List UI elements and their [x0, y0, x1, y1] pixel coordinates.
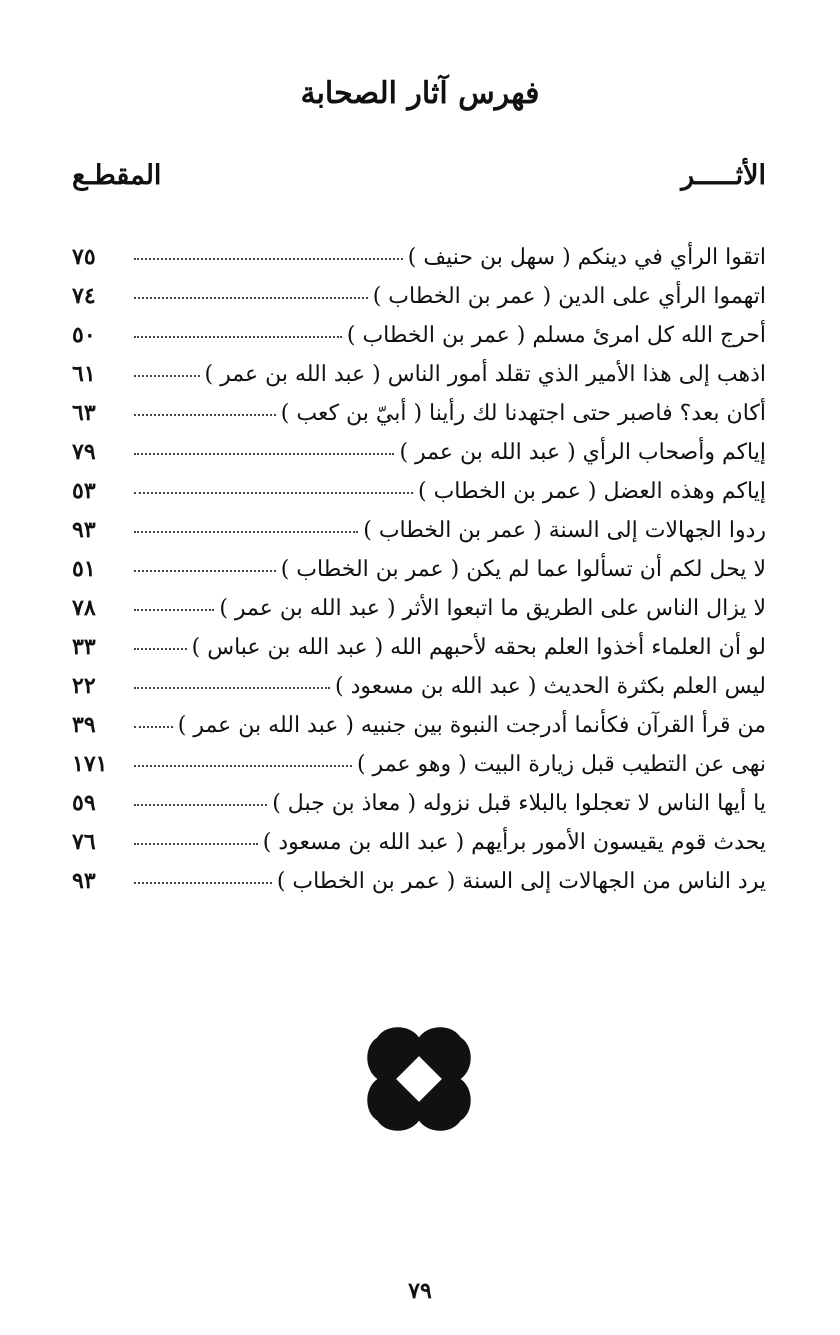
entry-page-number: ٥٩ [72, 790, 96, 816]
entry-text: نهى عن التطيب قبل زيارة البيت ( وهو عمر ) [356, 752, 766, 777]
column-header-maqta: المقطـع [72, 160, 162, 191]
index-entry [72, 472, 766, 511]
entry-text: من قرأ القرآن فكأنما أدرجت النبوة بين جنبيه ( عبد الله بن عمر ) [177, 713, 766, 738]
index-entry [72, 862, 766, 901]
dot-leader [134, 531, 358, 533]
entry-text: إياكم وهذه العضل ( عمر بن الخطاب ) [418, 479, 766, 504]
dot-leader [134, 492, 413, 494]
dot-leader [134, 882, 272, 884]
dot-leader [134, 258, 403, 260]
entry-text: لو أن العلماء أخذوا العلم بحقه لأحبهم الله ( عبد الله بن عباس ) [191, 635, 766, 660]
entry-page-number: ٥١ [72, 556, 96, 582]
index-entry [72, 238, 766, 277]
index-entry [72, 628, 766, 667]
entry-page-number: ٧٥ [72, 244, 96, 270]
entry-text: اتقوا الرأي في دينكم ( سهل بن حنيف ) [407, 245, 766, 270]
entry-text: ردوا الجهالات إلى السنة ( عمر بن الخطاب ) [363, 518, 766, 543]
entry-text: أحرج الله كل امرئ مسلم ( عمر بن الخطاب ) [346, 323, 766, 348]
four-petal-ornament-icon [367, 1027, 471, 1131]
entry-page-number: ٦١ [72, 361, 96, 387]
page-number: ٧٩ [408, 1278, 432, 1304]
dot-leader [134, 687, 330, 689]
page-title: فهرس آثار الصحابة [300, 76, 540, 111]
index-entry [72, 706, 766, 745]
entry-page-number: ٧٦ [72, 829, 96, 855]
entry-text: يا أيها الناس لا تعجلوا بالبلاء قبل نزوله ( معاذ بن جبل ) [272, 791, 766, 816]
entry-text: لا يزال الناس على الطريق ما اتبعوا الأثر ( عبد الله بن عمر ) [219, 596, 766, 621]
dot-leader [134, 414, 276, 416]
entry-page-number: ٦٣ [72, 400, 96, 426]
entry-page-number: ٧٩ [72, 439, 96, 465]
index-entry [72, 316, 766, 355]
entry-page-number: ٢٢ [72, 673, 96, 699]
entry-page-number: ١٧١ [72, 751, 108, 777]
index-entry [72, 394, 766, 433]
entry-text: لا يحل لكم أن تسألوا عما لم يكن ( عمر بن الخطاب ) [280, 557, 766, 582]
dot-leader [134, 297, 368, 299]
entry-text: إياكم وأصحاب الرأي ( عبد الله بن عمر ) [399, 440, 766, 465]
index-entry [72, 589, 766, 628]
entry-page-number: ٣٣ [72, 634, 96, 660]
index-entry [72, 355, 766, 394]
entry-text: ليس العلم بكثرة الحديث ( عبد الله بن مسعود ) [335, 674, 766, 699]
index-entry [72, 784, 766, 823]
dot-leader [134, 336, 342, 338]
entry-text: اذهب إلى هذا الأمير الذي تقلد أمور الناس ( عبد الله بن عمر ) [204, 362, 766, 387]
index-entry [72, 433, 766, 472]
index-list [72, 238, 766, 901]
index-entry [72, 823, 766, 862]
dot-leader [134, 453, 394, 455]
entry-page-number: ٥٠ [72, 322, 96, 348]
dot-leader [134, 726, 173, 728]
entry-text: يرد الناس من الجهالات إلى السنة ( عمر بن الخطاب ) [276, 869, 766, 894]
entry-page-number: ٣٩ [72, 712, 96, 738]
dot-leader [134, 843, 258, 845]
entry-page-number: ٩٣ [72, 517, 96, 543]
column-header-athar: الأثـــــر [681, 160, 766, 191]
dot-leader [134, 804, 267, 806]
index-entry [72, 667, 766, 706]
entry-page-number: ٩٣ [72, 868, 96, 894]
index-entry [72, 745, 766, 784]
entry-page-number: ٧٤ [72, 283, 96, 309]
entry-text: أكان بعد؟ فاصبر حتى اجتهدنا لك رأينا ( أبيّ بن كعب ) [280, 401, 766, 426]
index-entry [72, 550, 766, 589]
entry-page-number: ٧٨ [72, 595, 96, 621]
entry-text: اتهموا الرأي على الدين ( عمر بن الخطاب ) [372, 284, 766, 309]
index-entry [72, 277, 766, 316]
entry-page-number: ٥٣ [72, 478, 96, 504]
dot-leader [134, 765, 352, 767]
index-entry [72, 511, 766, 550]
dot-leader [134, 648, 187, 650]
dot-leader [134, 570, 276, 572]
dot-leader [134, 609, 214, 611]
dot-leader [134, 375, 200, 377]
entry-text: يحدث قوم يقيسون الأمور برأيهم ( عبد الله بن مسعود ) [262, 830, 766, 855]
